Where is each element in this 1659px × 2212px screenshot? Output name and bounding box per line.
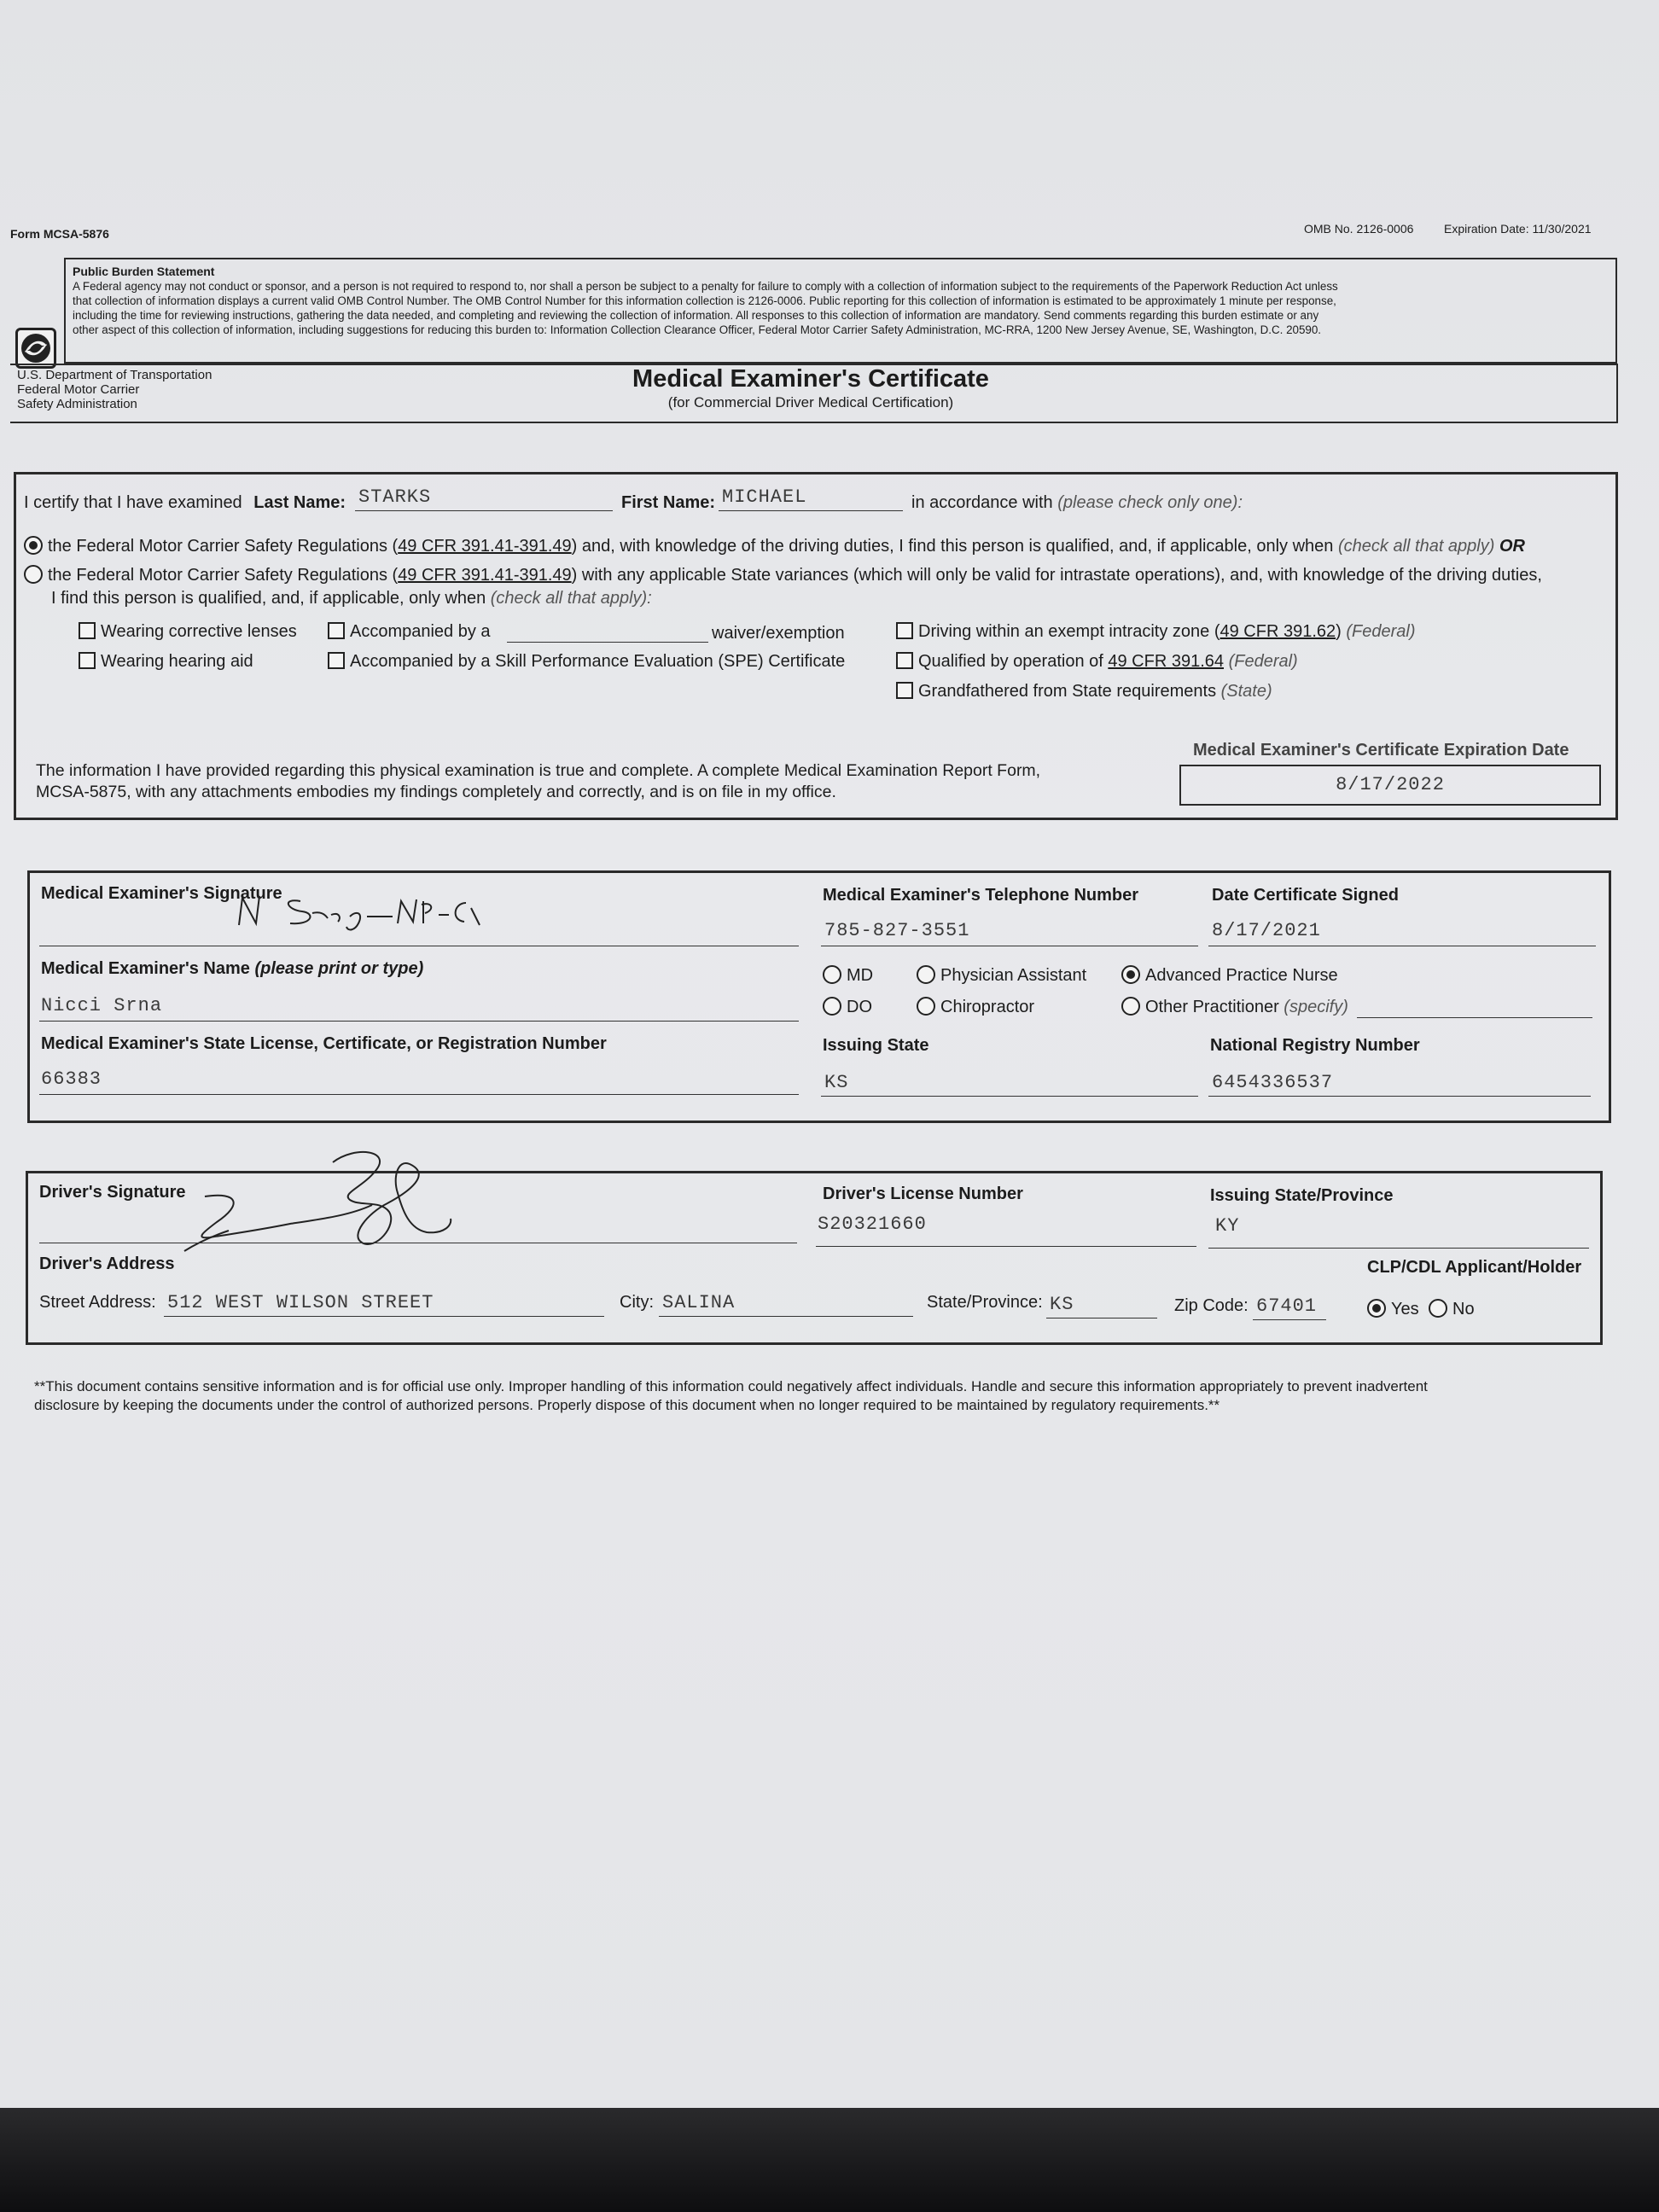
registry-label: National Registry Number [1210, 1036, 1420, 1055]
radio-icon[interactable] [917, 965, 935, 984]
type-do[interactable] [823, 997, 872, 1017]
last-name-label: Last Name: [253, 493, 346, 512]
radio-label: Yes [1391, 1300, 1419, 1318]
dot-logo-icon [15, 328, 56, 369]
option-state-line2 [51, 589, 652, 608]
option-text: ) with any applicable State variances (which will only be valid for intrastate operations), and, with knowledge of the driving duties, [571, 566, 1542, 585]
zip-label: Zip Code: [1174, 1296, 1249, 1315]
examiner-name-label-row [41, 959, 423, 979]
license-field[interactable]: 66383 [41, 1068, 102, 1090]
first-name-underline [719, 510, 903, 511]
radio-icon[interactable] [1367, 1299, 1386, 1318]
statement-line: MCSA-5875, with any attachments embodies my findings completely and correctly, and is on file in my office. [36, 783, 836, 801]
street-underline [164, 1316, 604, 1317]
radio-label: Other Practitioner [1145, 998, 1279, 1016]
checkbox-label: Accompanied by a [350, 622, 491, 641]
cfr-link: 49 CFR 391.41-391.49 [398, 566, 572, 585]
city-label: City: [620, 1293, 654, 1312]
city-underline [659, 1316, 913, 1317]
page-title: Medical Examiner's Certificate [632, 365, 989, 393]
first-name-label: First Name: [621, 493, 716, 512]
sensitivity-notice [34, 1377, 1428, 1415]
waiver-exemption-label: waiver/exemption [712, 624, 845, 643]
radio-label: Chiropractor [940, 998, 1035, 1016]
examiner-signature [230, 888, 521, 937]
statement-line: The information I have provided regarding this physical examination is true and complete. A complete Medical Examination Report Form, [36, 761, 1041, 780]
radio-icon[interactable] [1121, 997, 1140, 1016]
burden-text-line: other aspect of this collection of information, including suggestions for reducing this burden to: Information Collection Clearance Officer, Federal Motor Carrier Safety Administration, MC-RRA, 1200 New Jersey Avenue, SE, Washington, D.C. 20590. [73, 323, 1322, 336]
registry-underline [1208, 1096, 1591, 1097]
type-physician-assistant[interactable] [917, 965, 1086, 986]
examiner-signature-label: Medical Examiner's Signature [41, 884, 282, 903]
cb-accompanied-waiver[interactable] [328, 622, 491, 642]
cdl-yes[interactable] [1367, 1299, 1419, 1319]
street-label: Street Address: [39, 1293, 156, 1312]
issuing-state-label: Issuing State [823, 1036, 929, 1055]
check-all-hint: (check all that apply): [490, 589, 652, 608]
accordance-text [911, 493, 1243, 513]
certify-intro: I certify that I have examined [24, 493, 242, 512]
other-practitioner-underline [1357, 1017, 1592, 1018]
radio-label: Advanced Practice Nurse [1145, 966, 1338, 985]
radio-label: MD [847, 966, 874, 985]
option-text: the Federal Motor Carrier Safety Regulations ( [48, 566, 399, 585]
checkbox-label: Grandfathered from State requirements [918, 682, 1217, 701]
driver-license-field[interactable]: S20321660 [818, 1214, 927, 1235]
last-name-field[interactable]: STARKS [358, 486, 432, 508]
checkbox-label: Accompanied by a Skill Performance Evaluation (SPE) Certificate [350, 652, 846, 671]
examiner-name-field[interactable]: Nicci Srna [41, 995, 163, 1016]
federal-hint: (Federal) [1228, 652, 1298, 671]
radio-icon[interactable] [1429, 1299, 1447, 1318]
examiner-phone-label: Medical Examiner's Telephone Number [823, 886, 1139, 905]
examiner-phone-field[interactable]: 785-827-3551 [824, 920, 970, 941]
cb-grandfathered[interactable] [896, 682, 1272, 701]
type-advanced-practice-nurse[interactable] [1121, 965, 1338, 986]
checkbox-icon[interactable] [896, 622, 913, 639]
radio-icon[interactable] [823, 997, 841, 1016]
check-one-hint: (please check only one): [1057, 493, 1243, 512]
driver-signature-label: Driver's Signature [39, 1183, 186, 1202]
radio-label: Physician Assistant [940, 966, 1087, 985]
checkbox-icon[interactable] [79, 622, 96, 639]
date-signed-field[interactable]: 8/17/2021 [1212, 920, 1321, 941]
certify-line [24, 493, 346, 513]
street-field[interactable]: 512 WEST WILSON STREET [167, 1292, 434, 1313]
form-id: Form MCSA-5876 [10, 227, 109, 241]
radio-icon[interactable] [917, 997, 935, 1016]
agency-line: U.S. Department of Transportation [17, 368, 212, 382]
check-all-hint: (check all that apply) [1337, 537, 1495, 556]
license-underline [39, 1094, 799, 1095]
driver-address-label: Driver's Address [39, 1254, 175, 1273]
name-hint: (please print or type) [254, 959, 424, 978]
expiration-date: Expiration Date: 11/30/2021 [1444, 222, 1592, 236]
specify-hint: (specify) [1284, 998, 1348, 1016]
examination-statement [36, 760, 1040, 803]
cfr-link: 49 CFR 391.41-391.49 [398, 537, 572, 556]
federal-radio[interactable] [24, 536, 43, 555]
state-variance-radio[interactable] [24, 565, 43, 584]
cfr-link: 49 CFR 391.62 [1220, 622, 1336, 641]
option-state-row[interactable] [24, 565, 1542, 585]
checkbox-label: Driving within an exempt intracity zone ( [918, 622, 1220, 641]
cb-intracity-zone[interactable] [896, 622, 1416, 642]
driver-state-field[interactable]: KY [1215, 1215, 1240, 1237]
cdl-no[interactable] [1429, 1299, 1475, 1319]
agency-line: Safety Administration [17, 397, 137, 411]
checkbox-label: Wearing hearing aid [101, 652, 253, 671]
cb-corrective-lenses[interactable] [79, 622, 297, 642]
zip-field[interactable]: 67401 [1256, 1295, 1318, 1317]
burden-text-line: that collection of information displays a current valid OMB Control Number. The OMB Control Number for this information collection is 2126-0006. Public reporting for this collection of information is estimated to be approximately 1 minute per response, [73, 294, 1336, 307]
option-federal-row[interactable] [24, 536, 1525, 556]
checkbox-label: Qualified by operation of [918, 652, 1103, 671]
cb-spe-certificate[interactable] [328, 652, 845, 672]
first-name-field[interactable]: MICHAEL [722, 486, 807, 508]
last-name-underline [355, 510, 613, 511]
issuing-state-field[interactable]: KS [824, 1072, 849, 1093]
state-province-label: State/Province: [927, 1293, 1043, 1312]
zip-underline [1253, 1319, 1326, 1320]
license-label: Medical Examiner's State License, Certificate, or Registration Number [41, 1034, 607, 1053]
examiner-name-label: Medical Examiner's Name [41, 959, 250, 978]
checkbox-icon[interactable] [79, 652, 96, 669]
checkbox-label: ) [1336, 622, 1342, 641]
type-md[interactable] [823, 965, 873, 986]
notice-line: disclosure by keeping the documents under the control of authorized persons. Properly dispose of this document when no longer required to be maintained by regulatory requirements.** [34, 1397, 1220, 1413]
checkbox-icon[interactable] [328, 652, 345, 669]
type-chiropractor[interactable] [917, 997, 1034, 1017]
federal-hint: (Federal) [1346, 622, 1416, 641]
option-text: the Federal Motor Carrier Safety Regulations ( [48, 537, 399, 556]
registry-field[interactable]: 6454336537 [1212, 1072, 1334, 1093]
checkbox-icon[interactable] [328, 622, 345, 639]
examiner-name-underline [39, 1021, 799, 1022]
burden-title: Public Burden Statement [73, 265, 215, 278]
notice-line: **This document contains sensitive information and is for official use only. Improper handling of this information could negatively affect individuals. Handle and secure this information appropriately to prevent inadvertent [34, 1378, 1428, 1394]
waiver-underline [507, 642, 708, 643]
date-signed-label: Date Certificate Signed [1212, 886, 1399, 905]
driver-state-underline [1208, 1248, 1589, 1249]
checkbox-icon[interactable] [896, 652, 913, 669]
driver-license-underline [816, 1246, 1196, 1247]
cdl-label: CLP/CDL Applicant/Holder [1367, 1258, 1582, 1277]
driver-license-label: Driver's License Number [823, 1185, 1023, 1203]
radio-label: DO [847, 998, 872, 1016]
driver-state-label: Issuing State/Province [1210, 1186, 1394, 1205]
or-label: OR [1499, 537, 1525, 556]
checkbox-label: Wearing corrective lenses [101, 622, 297, 641]
driver-signature [179, 1140, 469, 1268]
expiration-date-field[interactable]: 8/17/2022 [1336, 774, 1445, 795]
option-text: ) and, with knowledge of the driving duties, I find this person is qualified, and, if applicable, only when [571, 537, 1334, 556]
expiration-label: Medical Examiner's Certificate Expiration Date [1193, 741, 1569, 760]
burden-text-line: including the time for reviewing instructions, gathering the data needed, and completing and reviewing the collection of information. All responses to this collection of information are mandatory. Send comments regarding this burden estimate or any [73, 309, 1319, 322]
option-text: I find this person is qualified, and, if applicable, only when [51, 589, 486, 608]
radio-icon[interactable] [823, 965, 841, 984]
cb-operation[interactable] [896, 652, 1298, 672]
type-other-practitioner[interactable] [1121, 997, 1348, 1017]
cb-hearing-aid[interactable] [79, 652, 253, 672]
accordance-label: in accordance with [911, 493, 1053, 512]
city-field[interactable]: SALINA [662, 1292, 736, 1313]
omb-number: OMB No. 2126-0006 [1304, 222, 1414, 236]
agency-line: Federal Motor Carrier [17, 382, 140, 397]
state-province-field[interactable]: KS [1050, 1294, 1074, 1315]
burden-text-line: A Federal agency may not conduct or sponsor, and a person is not required to respond to, nor shall a person be subject to a penalty for failure to comply with a collection of information subject to the requirements of the Paperwork Reduction Act unless [73, 280, 1338, 293]
radio-icon[interactable] [1121, 965, 1140, 984]
background-surface [0, 2108, 1659, 2212]
page-subtitle: (for Commercial Driver Medical Certification) [667, 394, 954, 410]
radio-label: No [1452, 1300, 1475, 1318]
checkbox-icon[interactable] [896, 682, 913, 699]
cfr-link: 49 CFR 391.64 [1108, 652, 1225, 671]
burden-statement-box [64, 258, 1617, 364]
issuing-state-underline [821, 1096, 1198, 1097]
state-hint: (State) [1220, 682, 1272, 701]
